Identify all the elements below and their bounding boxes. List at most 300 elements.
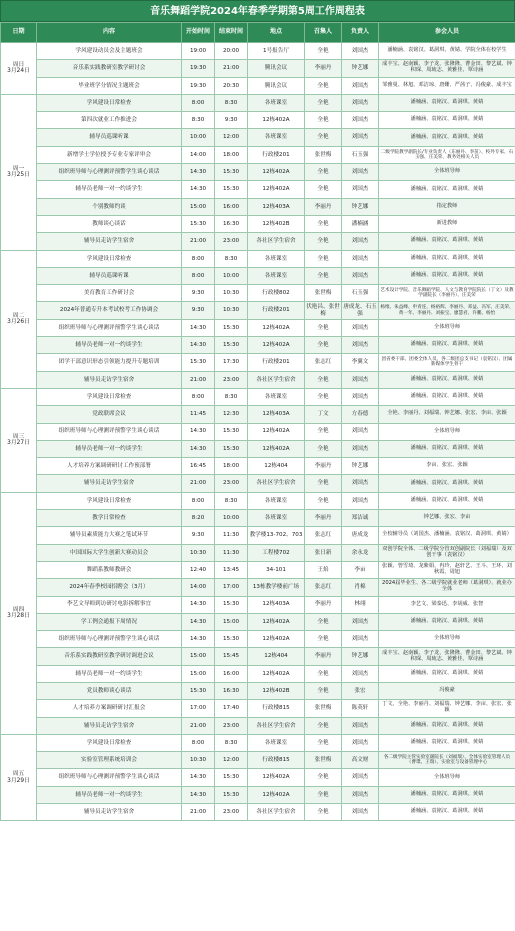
- lead-person: 刘国杰: [342, 129, 379, 146]
- event-place: 12栋402A: [248, 665, 305, 682]
- header-place: 地点: [248, 23, 305, 43]
- lead-person: 唐成龙: [342, 527, 379, 544]
- attendees: 冯俊豪: [379, 682, 515, 699]
- event-place: 各社区学生宿舍: [248, 371, 305, 388]
- header-attendees: 参会人员: [379, 23, 515, 43]
- end-time: 15:30: [215, 769, 248, 786]
- end-time: 18:00: [215, 458, 248, 475]
- end-time: 11:30: [215, 527, 248, 544]
- event-place: 1号报告厅: [248, 43, 305, 60]
- convener: 全艳: [305, 181, 342, 198]
- start-time: 21:00: [182, 371, 215, 388]
- event-content: 舞蹈系教师教研会: [37, 561, 182, 578]
- start-time: 14:30: [182, 319, 215, 336]
- day-label: 周五 3月29日: [1, 734, 37, 820]
- event-place: 行政楼201: [248, 146, 305, 163]
- convener: 李丽丹: [305, 648, 342, 665]
- lead-person: 钟艺娜: [342, 648, 379, 665]
- lead-person: 郑洁诚: [342, 510, 379, 527]
- start-time: 19:30: [182, 77, 215, 94]
- convener: 张世梅: [305, 752, 342, 769]
- end-time: 17:30: [215, 354, 248, 371]
- lead-person: 刘国杰: [342, 804, 379, 821]
- lead-person: 刘国杰: [342, 665, 379, 682]
- lead-person: 刘国杰: [342, 267, 379, 284]
- start-time: 14:00: [182, 146, 215, 163]
- convener: 全艳: [305, 786, 342, 803]
- start-time: 15:00: [182, 198, 215, 215]
- header-row: [1, 23, 515, 43]
- end-time: 23:00: [215, 717, 248, 734]
- convener: 李丽丹: [305, 596, 342, 613]
- start-time: 14:30: [182, 440, 215, 457]
- start-time: 21:00: [182, 717, 215, 734]
- event-place: 12栋402A: [248, 337, 305, 354]
- table-row: [1, 510, 515, 527]
- start-time: 8:20: [182, 510, 215, 527]
- event-content: 学风建设日常检查: [37, 94, 182, 111]
- event-content: 辅导员走访学生宿舍: [37, 233, 182, 250]
- attendees: 潘楠涵、袁铭汉、葛洞琪、黄婧: [379, 734, 515, 751]
- end-time: 9:30: [215, 112, 248, 129]
- event-content: 组织班导师与心理测评预警学生谈心谈话: [37, 319, 182, 336]
- event-place: 各社区学生宿舍: [248, 717, 305, 734]
- attendees: 全体班导师: [379, 164, 515, 181]
- day-label: 周日 3月24日: [1, 43, 37, 95]
- start-time: 14:30: [182, 596, 215, 613]
- end-time: 8:30: [215, 492, 248, 509]
- event-place: 12栋402A: [248, 631, 305, 648]
- table-row: [1, 665, 515, 682]
- end-time: 23:00: [215, 804, 248, 821]
- event-content: 辅导员巡课听课: [37, 267, 182, 284]
- table-row: [1, 181, 515, 198]
- attendees: 潘楠涵、袁铭汉、葛洞琪、黄婧: [379, 492, 515, 509]
- end-time: 15:45: [215, 648, 248, 665]
- start-time: 9:30: [182, 302, 215, 319]
- end-time: 15:30: [215, 319, 248, 336]
- lead-person: 刘国杰: [342, 77, 379, 94]
- table-row: [1, 371, 515, 388]
- attendees: 潘楠涵、袁铭汉、葛洞琪、黄婧: [379, 804, 515, 821]
- table-row: [1, 786, 515, 803]
- event-place: 行政楼802: [248, 285, 305, 302]
- day-label: 周二 3月26日: [1, 250, 37, 388]
- start-time: 21:00: [182, 475, 215, 492]
- event-content: 组织班导师与心理测评预警学生谈心谈话: [37, 164, 182, 181]
- lead-person: 刘国杰: [342, 475, 379, 492]
- lead-person: 李翼文: [342, 354, 379, 371]
- day-label: 周三 3月27日: [1, 388, 37, 492]
- end-time: 12:30: [215, 406, 248, 423]
- convener: 全艳: [305, 492, 342, 509]
- convener: 全艳: [305, 734, 342, 751]
- attendees: 李亩、张宏、张颖: [379, 458, 515, 475]
- end-time: 8:30: [215, 94, 248, 111]
- event-content: 辅导员老师一对一约谈学生: [37, 665, 182, 682]
- start-time: 14:30: [182, 337, 215, 354]
- event-content: 学风建设日常检查: [37, 250, 182, 267]
- attendees: 钟艺娜、张宏、李亩: [379, 510, 515, 527]
- table-row: [1, 596, 515, 613]
- convener: 全艳: [305, 215, 342, 232]
- event-place: 12栋404: [248, 648, 305, 665]
- event-content: 辅导员老师一对一约谈学生: [37, 786, 182, 803]
- event-place: 腾讯会议: [248, 77, 305, 94]
- convener: 全艳: [305, 129, 342, 146]
- event-content: 学工例会通报下周情况: [37, 613, 182, 630]
- table-row: [1, 302, 515, 319]
- event-place: 13栋教学楼前广场: [248, 579, 305, 596]
- start-time: 10:30: [182, 752, 215, 769]
- event-place: 各班课室: [248, 510, 305, 527]
- header-content: 内容: [37, 23, 182, 43]
- start-time: 16:45: [182, 458, 215, 475]
- event-place: 12栋403A: [248, 596, 305, 613]
- lead-person: 陈英轩: [342, 700, 379, 717]
- event-content: 学风建设日常检查: [37, 388, 182, 405]
- event-content: 新增学士学位授予专业专家评审会: [37, 146, 182, 163]
- event-place: 腾讯会议: [248, 60, 305, 77]
- convener: 李丽丹: [305, 198, 342, 215]
- lead-person: 刘国杰: [342, 423, 379, 440]
- attendees: 潘楠涵、袁铭汉、葛洞琪、黄婧: [379, 181, 515, 198]
- end-time: 8:30: [215, 388, 248, 405]
- event-place: 12栋402A: [248, 164, 305, 181]
- event-place: 各班课室: [248, 388, 305, 405]
- header-lead: 负责人: [342, 23, 379, 43]
- convener: 全艳: [305, 769, 342, 786]
- end-time: 21:00: [215, 60, 248, 77]
- table-row: [1, 60, 515, 77]
- lead-person: 石玉强: [342, 146, 379, 163]
- event-content: 学风建设日常检查: [37, 734, 182, 751]
- event-content: 李艺文导师到访研讨电影拆解事宜: [37, 596, 182, 613]
- start-time: 9:30: [182, 285, 215, 302]
- table-row: [1, 648, 515, 665]
- event-place: 各班课室: [248, 250, 305, 267]
- end-time: 15:30: [215, 440, 248, 457]
- event-content: 团学干部意识形态引领能力提升专题培训: [37, 354, 182, 371]
- event-content: 人才培养方案调研研讨工作预部署: [37, 458, 182, 475]
- end-time: 15:30: [215, 181, 248, 198]
- table-row: [1, 631, 515, 648]
- event-content: 学风建设日常检查: [37, 492, 182, 509]
- table-row: [1, 804, 515, 821]
- start-time: 14:30: [182, 786, 215, 803]
- attendees: 张颖、曾雪琦、龙紫娟、冉玲、赵轩艺、王斗、王环、刘秋霞、周旭: [379, 561, 515, 578]
- convener: 全艳: [305, 164, 342, 181]
- convener: 张世梅: [305, 285, 342, 302]
- convener: 全艳: [305, 631, 342, 648]
- start-time: 15:30: [182, 215, 215, 232]
- table-row: [1, 267, 515, 284]
- event-place: 12栋402A: [248, 319, 305, 336]
- start-time: 14:30: [182, 181, 215, 198]
- attendees: 成丰宝、赵南颖、李子龙、张隆隆、曹金田、黎艺斌、钟积琛、周琉志、黄雅佳、覃诗涵: [379, 60, 515, 77]
- table-row: [1, 406, 515, 423]
- table-row: [1, 146, 515, 163]
- event-place: 各班课室: [248, 129, 305, 146]
- start-time: 15:30: [182, 682, 215, 699]
- event-content: 教学日常检查: [37, 510, 182, 527]
- event-place: 12栋402A: [248, 440, 305, 457]
- event-place: 行政楼201: [248, 354, 305, 371]
- end-time: 18:00: [215, 146, 248, 163]
- event-content: 2024年普通专升本考试校考工作协调会: [37, 302, 182, 319]
- event-content: 毕业班学分情况主题班会: [37, 77, 182, 94]
- convener: 全艳: [305, 94, 342, 111]
- attendees: 潘楠涵、袁铭汉、葛洞琪、黄婧、学院全体在校学生: [379, 43, 515, 60]
- event-content: 党政联席会议: [37, 406, 182, 423]
- event-place: 教学楼13-702、703: [248, 527, 305, 544]
- event-place: 各班课室: [248, 492, 305, 509]
- event-content: 组织班导师与心理测评预警学生谈心谈话: [37, 423, 182, 440]
- start-time: 14:30: [182, 164, 215, 181]
- end-time: 15:30: [215, 337, 248, 354]
- convener: 全艳: [305, 250, 342, 267]
- end-time: 8:30: [215, 250, 248, 267]
- table-row: [1, 458, 515, 475]
- convener: 全艳: [305, 475, 342, 492]
- attendees: 潘楠涵、袁铭汉、葛洞琪、黄婧: [379, 665, 515, 682]
- end-time: 10:30: [215, 285, 248, 302]
- lead-person: 刘国杰: [342, 769, 379, 786]
- convener: 全艳: [305, 371, 342, 388]
- table-row: [1, 700, 515, 717]
- attendees: 丁文、全艳、李丽丹、刘福瑞、钟艺娜、李亩、张宏、张颖: [379, 700, 515, 717]
- start-time: 14:30: [182, 423, 215, 440]
- start-time: 8:00: [182, 267, 215, 284]
- event-place: 各社区学生宿舍: [248, 804, 305, 821]
- lead-person: 石玉强: [342, 285, 379, 302]
- table-row: [1, 440, 515, 457]
- lead-person: 肖棉: [342, 579, 379, 596]
- convener: 全艳: [305, 77, 342, 94]
- event-place: 各社区学生宿舍: [248, 233, 305, 250]
- convener: 全艳: [305, 717, 342, 734]
- start-time: 8:00: [182, 250, 215, 267]
- lead-person: 刘国杰: [342, 233, 379, 250]
- start-time: 14:00: [182, 579, 215, 596]
- convener: 全艳: [305, 267, 342, 284]
- lead-person: 刘国杰: [342, 337, 379, 354]
- schedule-table: [0, 22, 515, 821]
- lead-person: 余永龙: [342, 544, 379, 561]
- start-time: 11:45: [182, 406, 215, 423]
- convener: 全艳: [305, 665, 342, 682]
- lead-person: 刘国杰: [342, 388, 379, 405]
- attendees: 潘楠涵、袁铭汉、葛洞琪、黄婧: [379, 388, 515, 405]
- start-time: 14:30: [182, 769, 215, 786]
- table-row: [1, 164, 515, 181]
- event-place: 各社区学生宿舍: [248, 475, 305, 492]
- attendees: 潘楠涵、袁铭汉、葛洞琪、黄婧: [379, 613, 515, 630]
- convener: 李丽丹: [305, 510, 342, 527]
- event-place: 12栋402A: [248, 769, 305, 786]
- lead-person: 钟艺娜: [342, 60, 379, 77]
- attendees: 全校辅导员（刘国杰、潘楠涵、袁铭汉、葛洞琪、黄婧）: [379, 527, 515, 544]
- header-start: 开始时间: [182, 23, 215, 43]
- attendees: 全体班导师: [379, 423, 515, 440]
- event-place: 12栋402A: [248, 112, 305, 129]
- event-place: 12栋402A: [248, 181, 305, 198]
- event-place: 各班课室: [248, 734, 305, 751]
- attendees: 潘楠涵、袁铭汉、葛洞琪、黄婧: [379, 475, 515, 492]
- event-content: 个别教师约谈: [37, 198, 182, 215]
- end-time: 15:30: [215, 596, 248, 613]
- event-place: 12栋402B: [248, 682, 305, 699]
- event-content: 实验室管理系统培训会: [37, 752, 182, 769]
- table-row: [1, 752, 515, 769]
- start-time: 8:00: [182, 492, 215, 509]
- event-content: 组织班导师与心理测评预警学生谈心谈话: [37, 769, 182, 786]
- table-row: [1, 475, 515, 492]
- table-row: [1, 215, 515, 232]
- lead-person: 刘国杰: [342, 371, 379, 388]
- end-time: 15:30: [215, 423, 248, 440]
- convener: 全艳: [305, 319, 342, 336]
- end-time: 23:00: [215, 233, 248, 250]
- attendees: 2024届毕业生、各二级学院就业老师（葛洞琪）、就业办全体: [379, 579, 515, 596]
- header-end: 结束时间: [215, 23, 248, 43]
- convener: 张志红: [305, 579, 342, 596]
- lead-person: 刘国杰: [342, 717, 379, 734]
- table-row: [1, 250, 515, 267]
- convener: 张志红: [305, 527, 342, 544]
- event-place: 12栋402A: [248, 423, 305, 440]
- start-time: 15:00: [182, 665, 215, 682]
- lead-person: 张宏: [342, 682, 379, 699]
- table-row: [1, 112, 515, 129]
- end-time: 10:30: [215, 302, 248, 319]
- event-place: 各班课室: [248, 94, 305, 111]
- start-time: 8:00: [182, 734, 215, 751]
- table-row: [1, 337, 515, 354]
- attendees: 成丰宝、赵南颖、李子龙、张隆隆、曹金田、黎艺斌、钟积琛、周琉志、黄雅佳、覃诗涵: [379, 648, 515, 665]
- attendees: 全艳、李丽丹、刘福瑞、钟艺娜、张宏、李亩、张颖: [379, 406, 515, 423]
- convener: 李丽丹: [305, 60, 342, 77]
- lead-person: 刘国杰: [342, 94, 379, 111]
- event-place: 12栋402A: [248, 613, 305, 630]
- start-time: 12:40: [182, 561, 215, 578]
- attendees: 潘楠涵、袁铭汉、葛洞琪、黄婧: [379, 233, 515, 250]
- event-content: 辅导员素质能力大赛之笔试环节: [37, 527, 182, 544]
- event-content: 辅导员巡课听课: [37, 129, 182, 146]
- end-time: 16:00: [215, 198, 248, 215]
- end-time: 10:00: [215, 267, 248, 284]
- header-convener: 召集人: [305, 23, 342, 43]
- end-time: 16:30: [215, 682, 248, 699]
- end-time: 20:30: [215, 77, 248, 94]
- table-row: [1, 682, 515, 699]
- end-time: 15:30: [215, 631, 248, 648]
- event-place: 工程楼702: [248, 544, 305, 561]
- attendees: 团省委干部、团委全体人员、各二级团总支书记（袁铭汉）、团属新媒体学生骨干: [379, 354, 515, 371]
- start-time: 21:00: [182, 233, 215, 250]
- event-content: 辅导员走访学生宿舍: [37, 475, 182, 492]
- table-row: [1, 544, 515, 561]
- convener: 张日新: [305, 544, 342, 561]
- convener: 全艳: [305, 613, 342, 630]
- table-row: [1, 527, 515, 544]
- event-content: 辅导员老师一对一约谈学生: [37, 440, 182, 457]
- end-time: 23:00: [215, 475, 248, 492]
- event-place: 12栋402A: [248, 786, 305, 803]
- table-row: [1, 285, 515, 302]
- attendees: 全体班导师: [379, 319, 515, 336]
- table-row: [1, 354, 515, 371]
- convener: 全艳: [305, 440, 342, 457]
- table-row: [1, 233, 515, 250]
- end-time: 15:00: [215, 613, 248, 630]
- lead-person: 刘国杰: [342, 631, 379, 648]
- convener: 全艳: [305, 337, 342, 354]
- event-content: 学风建设动员会及主题班会: [37, 43, 182, 60]
- lead-person: 刘国杰: [342, 786, 379, 803]
- attendees: 邹雅曼、林旭、邓洁琼、唐姗、严茜子、冯俊豪、成丰宝: [379, 77, 515, 94]
- end-time: 23:00: [215, 371, 248, 388]
- table-row: [1, 198, 515, 215]
- event-content: 教师谈心谈话: [37, 215, 182, 232]
- table-row: [1, 94, 515, 111]
- start-time: 14:30: [182, 631, 215, 648]
- lead-person: 唐成龙、石玉强: [342, 302, 379, 319]
- attendees: 潘楠涵、袁铭汉、葛洞琪、黄婧: [379, 267, 515, 284]
- convener: 全艳: [305, 233, 342, 250]
- attendees: 全体班导师: [379, 631, 515, 648]
- attendees: 潘楠涵、袁铭汉、葛洞琪、黄婧: [379, 786, 515, 803]
- lead-person: 钟艺娜: [342, 198, 379, 215]
- start-time: 10:00: [182, 129, 215, 146]
- attendees: 杨维、朱益峰、申青连、杨裕辉、李丽丹、邓益、冯军、庄美荣、黄一年、李丽丹、刘振宝、廖慧君、许鹏、杨怡: [379, 302, 515, 319]
- lead-person: 刘国杰: [342, 319, 379, 336]
- convener: 全艳: [305, 682, 342, 699]
- table-row: [1, 769, 515, 786]
- attendees: 潘楠涵、袁铭汉、葛洞琪、黄婧: [379, 371, 515, 388]
- end-time: 17:40: [215, 700, 248, 717]
- attendees: 潘楠涵、袁铭汉、葛洞琪、黄婧: [379, 129, 515, 146]
- lead-person: 高文财: [342, 752, 379, 769]
- convener: 全艳: [305, 804, 342, 821]
- lead-person: 潘楠涵: [342, 215, 379, 232]
- start-time: 17:00: [182, 700, 215, 717]
- attendees: 潘楠涵、袁铭汉、葛洞琪、黄婧: [379, 250, 515, 267]
- table-row: [1, 423, 515, 440]
- end-time: 20:00: [215, 43, 248, 60]
- end-time: 11:30: [215, 544, 248, 561]
- lead-person: 李亩: [342, 561, 379, 578]
- table-row: [1, 129, 515, 146]
- attendees: 双创学院全体、二级学院分管双创副院长（刘福瑞）及双创干事（袁铭汉）: [379, 544, 515, 561]
- lead-person: 刘国杰: [342, 613, 379, 630]
- table-row: [1, 734, 515, 751]
- start-time: 15:30: [182, 354, 215, 371]
- event-place: 各班课室: [248, 267, 305, 284]
- table-row: [1, 319, 515, 336]
- event-content: 辅导员老师一对一约谈学生: [37, 181, 182, 198]
- convener: 伏艳昌、张世梅: [305, 302, 342, 319]
- end-time: 13:45: [215, 561, 248, 578]
- start-time: 19:00: [182, 43, 215, 60]
- event-place: 行政楼815: [248, 752, 305, 769]
- event-place: 12栋404: [248, 458, 305, 475]
- end-time: 12:00: [215, 752, 248, 769]
- end-time: 10:00: [215, 510, 248, 527]
- event-content: 2024年春季校园招聘会（3月）: [37, 579, 182, 596]
- event-place: 行政楼201: [248, 302, 305, 319]
- start-time: 8:30: [182, 112, 215, 129]
